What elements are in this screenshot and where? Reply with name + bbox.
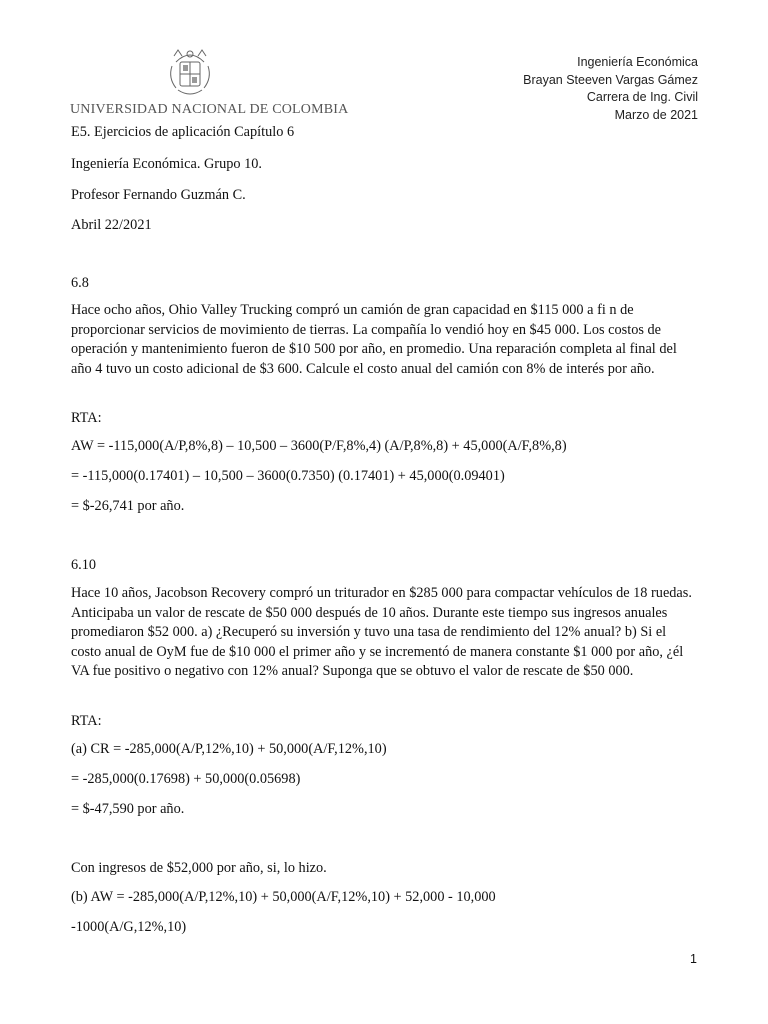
date-line: Abril 22/2021 [71,217,152,233]
problem-6-10-conclusion: Con ingresos de $52,000 por año, si, lo hizo. [71,860,327,876]
problem-6-10-b-equation-2: -1000(A/G,12%,10) [71,919,187,935]
problem-6-8-result: = $-26,741 por año. [71,498,185,514]
course-line: Ingeniería Económica. Grupo 10. [71,156,262,172]
problem-6-8-equation-1: AW = -115,000(A/P,8%,8) – 10,500 – 3600(P/F,8%,4) (A/P,8%,8) + 45,000(A/F,8%,8) [71,438,567,454]
problem-6-10-b-equation-1: (b) AW = -285,000(A/P,12%,10) + 50,000(A/F,12%,10) + 52,000 - 10,000 [71,889,496,905]
header-career: Carrera de Ing. Civil [586,90,698,104]
problem-6-10-statement: Hace 10 años, Jacobson Recovery compró un triturador en $285 000 para compactar vehículos de 18 ruedas. Anticipaba un valor de rescate de $50 000 después de 10 años. Durante este tiempo sus ingresos anuales promediaron $52 000. a) ¿Recuperó su inversión y tuvo una tasa de rendimiento del 12% anual? b) Si el costo anual de OyM fue de $10 000 el primer año y se incrementó de manera constante $1 000 por año, ¿él VA fue positivo o negativo con 12% anual? Suponga que se obtuvo el valor de rescate de $50 000. [71,585,692,679]
problem-6-8-rta: RTA: [71,410,102,426]
problem-6-10-a-equation-2: = -285,000(0.17698) + 50,000(0.05698) [71,771,301,787]
university-name: UNIVERSIDAD NACIONAL DE COLOMBIA [70,102,349,117]
problem-6-8-equation-2: = -115,000(0.17401) – 10,500 – 3600(0.7350) (0.17401) + 45,000(0.09401) [71,468,505,484]
problem-6-10-a-equation-1: (a) CR = -285,000(A/P,12%,10) + 50,000(A/F,12%,10) [71,741,387,757]
problem-6-10-a-result: = $-47,590 por año. [71,801,185,817]
header-author: Brayan Steeven Vargas Gámez [523,72,698,87]
problem-6-10-number: 6.10 [71,557,97,573]
professor-line: Profesor Fernando Guzmán C. [71,187,246,203]
problem-6-10-rta: RTA: [71,713,102,729]
header-subject: Ingeniería Económica [577,55,698,69]
university-crest-logo [162,42,218,100]
problem-6-8-number: 6.8 [71,275,89,291]
document-title: E5. Ejercicios de aplicación Capítulo 6 [71,124,295,140]
header-author-block [523,54,698,124]
page-number: 1 [690,952,697,966]
header-date: Marzo de 2021 [614,107,698,122]
problem-6-8-statement: Hace ocho años, Ohio Valley Trucking compró un camión de gran capacidad en $115 000 a fi n de proporcionar servicios de movimiento de tierras. La compañía lo vendió hoy en $45 000. Los costos de operación y mantenimiento fueron de $10 500 por año, en promedio. Una reparación completa al final del año 4 tuvo un costo adicional de $3 600. Calcule el costo anual del camión con 8% de interés por año. [71,302,677,377]
